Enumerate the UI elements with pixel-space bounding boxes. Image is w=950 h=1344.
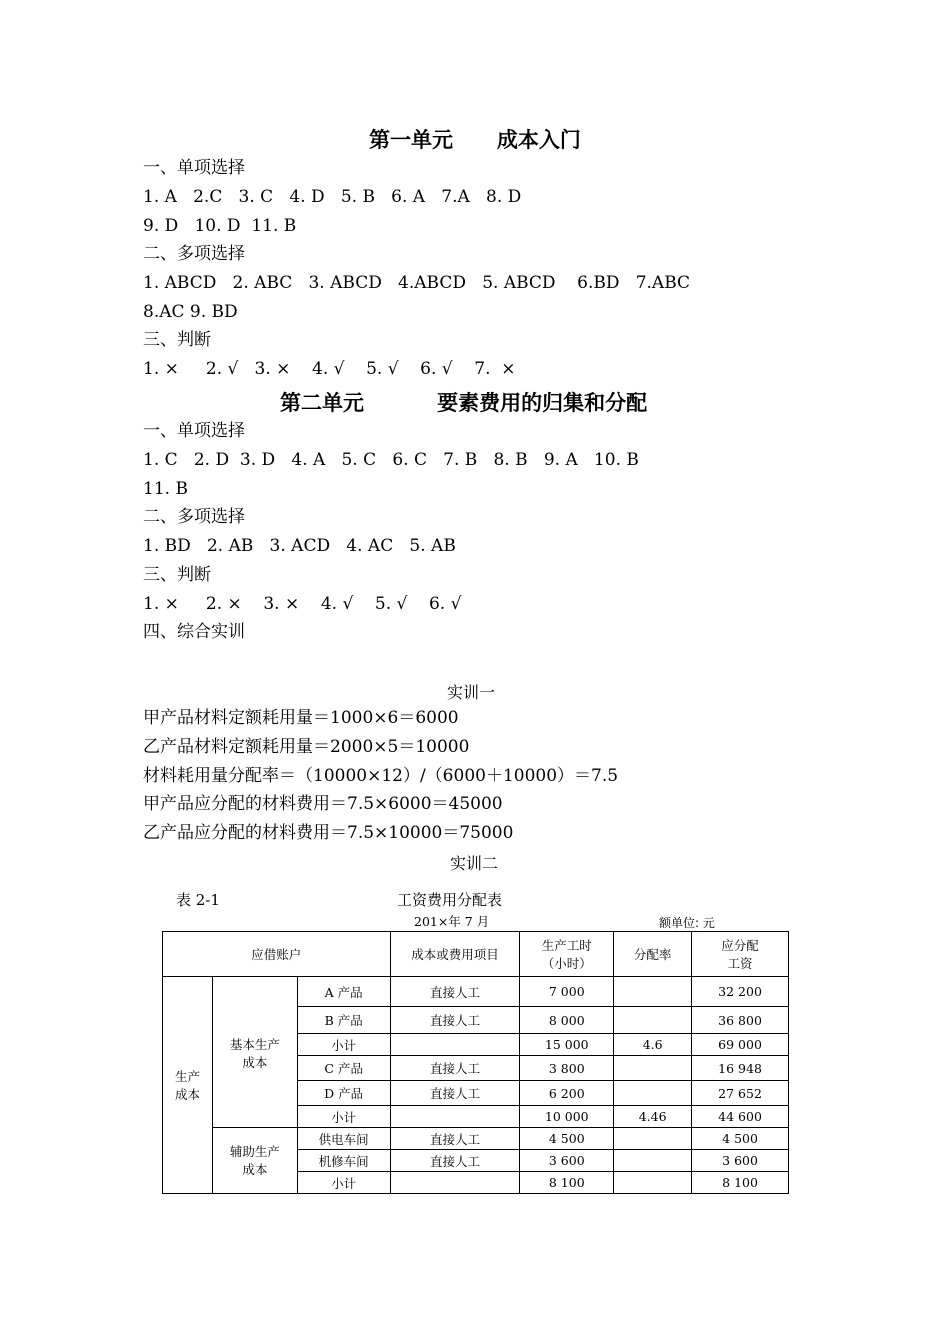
header-account: 应借账户: [163, 932, 391, 977]
unit2-multi-heading: 二、多项选择: [143, 507, 245, 527]
row-item: 直接人工: [390, 1007, 520, 1034]
row-rate: [614, 977, 692, 1007]
unit2-single-heading: 一、单项选择: [143, 421, 245, 441]
row-name: D 产品: [297, 1081, 390, 1106]
group-line1: 生产: [174, 1069, 200, 1084]
row-name: 机修车间: [297, 1150, 390, 1172]
subgroup-line2: 成本: [242, 1055, 268, 1070]
row-wage: 36 800: [692, 1007, 789, 1034]
row-name: B 产品: [297, 1007, 390, 1034]
row-rate: [614, 1056, 692, 1081]
unit2-title: 第二单元 要素费用的归集和分配: [280, 390, 648, 415]
wage-allocation-table: [162, 931, 789, 1194]
unit2-judge-heading: 三、判断: [143, 565, 211, 585]
unit1-single-heading: 一、单项选择: [143, 158, 245, 178]
row-rate: [614, 1172, 692, 1194]
row-name: 小计: [297, 1034, 390, 1056]
training2-title: 实训二: [450, 854, 499, 873]
header-wage-line1: 应分配: [721, 938, 759, 953]
row-hours: 7 000: [520, 977, 614, 1007]
subgroup-line1: 辅助生产: [229, 1144, 280, 1159]
row-item: 直接人工: [390, 1081, 520, 1106]
subgroup-basic-production: [212, 977, 297, 1128]
table-row: [163, 977, 789, 1007]
row-name: C 产品: [297, 1056, 390, 1081]
row-wage: 32 200: [692, 977, 789, 1007]
row-rate: [614, 1150, 692, 1172]
row-wage: 27 652: [692, 1081, 789, 1106]
unit2-single-answers-2: 11. B: [143, 479, 188, 499]
header-wage-line2: 工资: [727, 956, 753, 971]
row-item: [390, 1034, 520, 1056]
training1-line: 乙产品应分配的材料费用＝7.5×10000＝75000: [143, 823, 514, 843]
training1-line: 甲产品材料定额耗用量＝1000×6＝6000: [143, 708, 459, 728]
header-rate: 分配率: [614, 932, 692, 977]
unit2-judge-answers: 1. × 2. × 3. × 4. √ 5. √ 6. √: [143, 594, 462, 614]
unit2-comprehensive-heading: 四、综合实训: [143, 622, 245, 642]
row-rate: 4.6: [614, 1034, 692, 1056]
row-name: 小计: [297, 1106, 390, 1128]
unit2-single-answers-1: 1. C 2. D 3. D 4. A 5. C 6. C 7. B 8. B 9. A 10. B: [143, 450, 639, 470]
unit1-single-answers-1: 1. A 2.C 3. C 4. D 5. B 6. A 7.A 8. D: [143, 187, 522, 207]
row-wage: 8 100: [692, 1172, 789, 1194]
group-line2: 成本: [174, 1087, 200, 1102]
subgroup-line2: 成本: [242, 1162, 268, 1177]
unit1-judge-heading: 三、判断: [143, 330, 211, 350]
row-wage: 44 600: [692, 1106, 789, 1128]
row-rate: [614, 1128, 692, 1150]
header-hours-line1: 生产工时: [541, 938, 592, 953]
row-wage: 16 948: [692, 1056, 789, 1081]
row-hours: 10 000: [520, 1106, 614, 1128]
unit1-multi-heading: 二、多项选择: [143, 244, 245, 264]
row-hours: 3 800: [520, 1056, 614, 1081]
table-row: [163, 1128, 789, 1150]
table-header-row: [163, 932, 789, 977]
row-item: 直接人工: [390, 1128, 520, 1150]
row-hours: 15 000: [520, 1034, 614, 1056]
row-wage: 69 000: [692, 1034, 789, 1056]
unit1-multi-answers-2: 8.AC 9. BD: [143, 302, 238, 322]
header-hours-line2: （小时）: [541, 956, 592, 971]
group-production-cost: [163, 977, 213, 1194]
row-hours: 8 100: [520, 1172, 614, 1194]
row-item: [390, 1106, 520, 1128]
row-item: 直接人工: [390, 1056, 520, 1081]
training1-line: 甲产品应分配的材料费用＝7.5×6000＝45000: [143, 794, 503, 814]
subgroup-auxiliary-production: [212, 1128, 297, 1194]
row-name: 供电车间: [297, 1128, 390, 1150]
table-title: 工资费用分配表: [397, 891, 503, 909]
header-wage: [692, 932, 789, 977]
row-rate: [614, 1081, 692, 1106]
row-name: 小计: [297, 1172, 390, 1194]
training1-line: 材料耗用量分配率＝（10000×12）/（6000＋10000）＝7.5: [143, 766, 619, 786]
header-item: 成本或费用项目: [390, 932, 520, 977]
table-number: 表 2-1: [176, 891, 220, 909]
unit2-multi-answers: 1. BD 2. AB 3. ACD 4. AC 5. AB: [143, 536, 456, 556]
row-wage: 4 500: [692, 1128, 789, 1150]
training1-title: 实训一: [447, 683, 496, 702]
row-name: A 产品: [297, 977, 390, 1007]
unit1-single-answers-2: 9. D 10. D 11. B: [143, 216, 297, 236]
row-hours: 8 000: [520, 1007, 614, 1034]
row-item: 直接人工: [390, 1150, 520, 1172]
subgroup-line1: 基本生产: [229, 1037, 280, 1052]
unit1-judge-answers: 1. × 2. √ 3. × 4. √ 5. √ 6. √ 7. ×: [143, 359, 516, 379]
row-rate: 4.46: [614, 1106, 692, 1128]
row-item: [390, 1172, 520, 1194]
table-date: 201×年 7 月: [414, 914, 490, 929]
table-unit: 额单位: 元: [659, 916, 715, 930]
row-rate: [614, 1007, 692, 1034]
training1-line: 乙产品材料定额耗用量＝2000×5＝10000: [143, 737, 470, 757]
unit1-multi-answers-1: 1. ABCD 2. ABC 3. ABCD 4.ABCD 5. ABCD 6.BD 7.ABC: [143, 273, 691, 293]
header-hours: [520, 932, 614, 977]
row-hours: 6 200: [520, 1081, 614, 1106]
row-wage: 3 600: [692, 1150, 789, 1172]
row-hours: 4 500: [520, 1128, 614, 1150]
row-hours: 3 600: [520, 1150, 614, 1172]
row-item: 直接人工: [390, 977, 520, 1007]
unit1-title: 第一单元 成本入门: [369, 127, 581, 152]
